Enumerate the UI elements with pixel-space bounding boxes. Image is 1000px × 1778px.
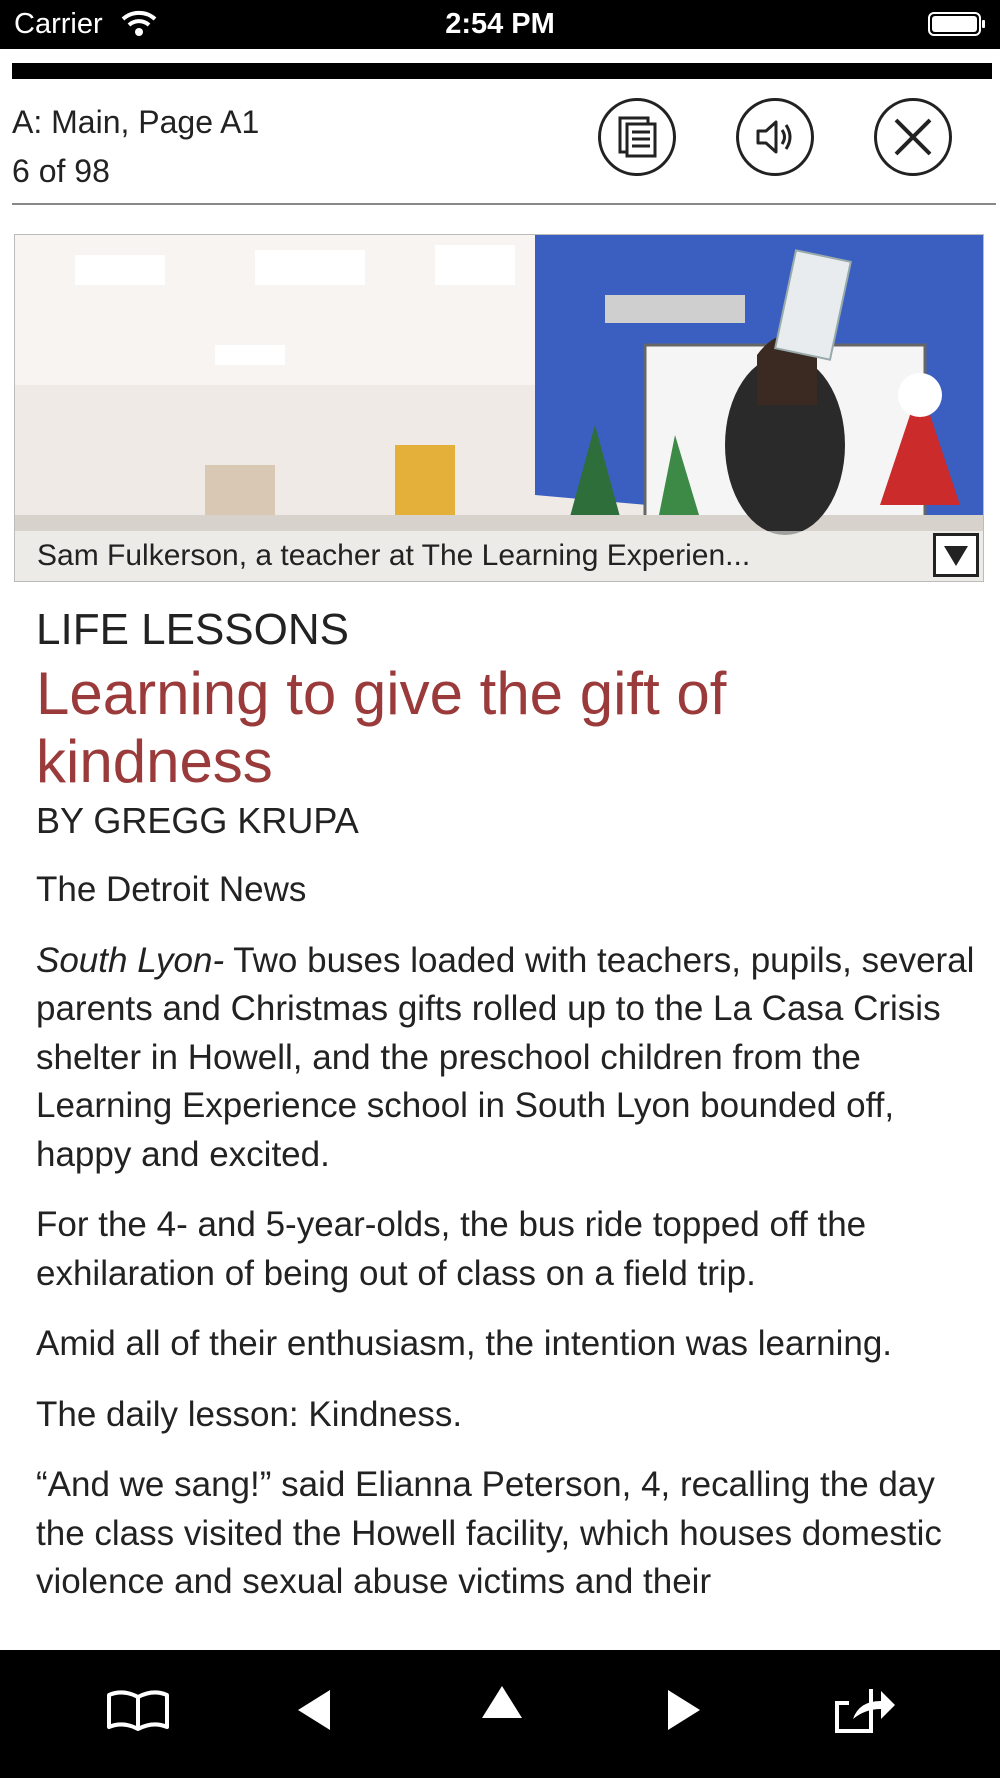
article-paragraph: Amid all of their enthusiasm, the intention was learning. <box>36 1324 893 1363</box>
close-icon <box>890 114 936 160</box>
article-paragraph: The daily lesson: Kindness. <box>36 1394 463 1434</box>
reading-progress-bar <box>12 63 992 79</box>
clock: 2:54 PM <box>445 8 555 40</box>
page-view-button[interactable] <box>598 98 676 176</box>
header-divider <box>12 203 996 205</box>
article-photo[interactable] <box>14 234 984 582</box>
bottom-toolbar <box>0 1650 1000 1778</box>
previous-icon <box>294 1688 334 1732</box>
caption-bar <box>15 531 983 581</box>
article-byline: BY GREGG KRUPA <box>36 800 359 841</box>
page-view-icon <box>614 114 660 160</box>
audio-button[interactable] <box>736 98 814 176</box>
paragraph-text: Two buses loaded with teachers, pupils, several parents and Christmas gifts rolled up to the La Casa Crisis shelter in Howell, and the preschool children from the Learning Experience school in South Lyon bounded off, happy and excited. <box>36 940 975 1174</box>
previous-button[interactable] <box>278 1680 350 1740</box>
article-paragraph: “And we sang!” said Elianna Peterson, 4, recalling the day the class visited the Howell facility, which houses domestic violence and sexual abuse victims and their <box>36 1465 942 1601</box>
article-paragraph: For the 4- and 5-year-olds, the bus ride topped off the exhilaration of being out of class on a field trip. <box>36 1205 867 1293</box>
contents-button[interactable] <box>102 1680 174 1740</box>
up-button[interactable] <box>466 1672 538 1732</box>
chevron-down-icon <box>936 536 976 574</box>
speaker-icon <box>752 114 798 160</box>
share-icon <box>833 1685 899 1735</box>
article-paragraph <box>36 937 976 1180</box>
photo-caption: Sam Fulkerson, a teacher at The Learning Experien... <box>37 539 751 572</box>
book-icon <box>105 1687 171 1733</box>
expand-caption-button[interactable] <box>933 533 979 577</box>
article-body <box>36 600 976 1607</box>
battery-icon <box>928 12 986 36</box>
classroom-photo <box>15 235 983 581</box>
article-dateline: South Lyon- <box>36 940 225 980</box>
share-button[interactable] <box>830 1680 902 1740</box>
close-button[interactable] <box>874 98 952 176</box>
next-icon <box>664 1688 704 1732</box>
carrier-label: Carrier <box>14 8 103 40</box>
article-kicker: LIFE LESSONS <box>36 605 350 654</box>
article-headline: Learning to give the gift of kindness <box>36 660 727 795</box>
page-counter: 6 of 98 <box>12 153 110 189</box>
next-button[interactable] <box>648 1680 720 1740</box>
status-bar <box>0 0 1000 49</box>
up-icon <box>480 1682 524 1722</box>
article-source: The Detroit News <box>36 870 307 909</box>
edition-label: A: Main, Page A1 <box>12 104 260 140</box>
